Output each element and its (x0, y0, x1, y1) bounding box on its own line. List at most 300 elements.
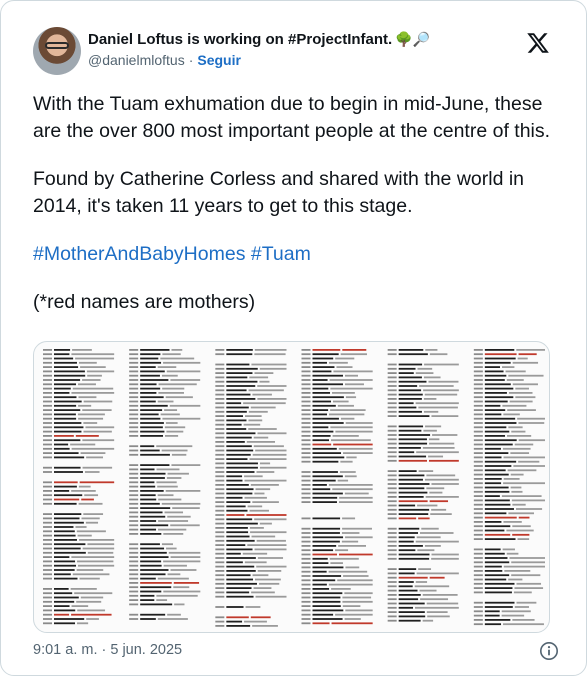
author-handle[interactable]: @danielmloftus (88, 52, 185, 68)
name-entry-line (388, 483, 459, 485)
name-entry-line (388, 353, 448, 355)
name-entry-line (474, 566, 545, 568)
name-entry-line (129, 586, 189, 588)
name-entry-line (474, 530, 534, 532)
name-entry-line (129, 512, 183, 514)
name-entry-line (388, 620, 433, 622)
name-entry-line (43, 362, 97, 364)
name-entry-line (43, 530, 106, 532)
name-entry-line (43, 552, 113, 554)
name-entry-line (215, 381, 269, 383)
name-entry-line (474, 353, 537, 355)
name-entry-line (43, 588, 97, 590)
follow-button[interactable]: Seguir (197, 52, 241, 68)
name-entry-line (474, 474, 524, 476)
name-entry-line (302, 444, 373, 446)
name-entry-line (474, 495, 542, 497)
name-entry-line (43, 561, 113, 563)
name-entry-line (43, 366, 106, 368)
name-entry-line (388, 492, 443, 494)
name-entry-line (302, 518, 356, 520)
name-entry-line (474, 379, 524, 381)
name-entry-line (129, 569, 196, 571)
name-entry-line (215, 488, 270, 490)
name-entry-line (129, 552, 200, 554)
name-entry-line (215, 587, 271, 589)
name-entry-line (302, 545, 366, 547)
name-entry-line (388, 607, 459, 609)
name-entry-line (302, 601, 373, 603)
name-entry-line (215, 445, 284, 447)
name-entry-line (43, 601, 101, 603)
name-entry-line (302, 457, 357, 459)
name-entry-line (215, 415, 261, 417)
name-entry-line (215, 394, 272, 396)
name-entry-line (302, 528, 372, 530)
name-entry-line (129, 582, 199, 584)
name-entry-line (129, 599, 167, 601)
name-entry-line (474, 538, 529, 540)
name-entry-line (129, 379, 200, 381)
name-entry-line (43, 375, 102, 377)
name-entry-line (474, 602, 537, 604)
name-entry-line (215, 364, 286, 366)
name-entry-line (474, 623, 544, 625)
name-entry-line (43, 353, 114, 355)
name-entry-line (302, 471, 356, 473)
name-entry-line (388, 505, 438, 507)
name-entry-line (129, 477, 181, 479)
name-entry-line (474, 491, 523, 493)
name-entry-line (388, 430, 437, 432)
name-entry-line (474, 375, 544, 377)
name-entry-line (43, 610, 105, 612)
name-entry-line (474, 362, 538, 364)
name-entry-line (215, 454, 286, 456)
name-entry-line (43, 513, 103, 515)
name-entry-line (43, 457, 103, 459)
name-entry-line (43, 535, 92, 537)
name-entry-line (474, 570, 530, 572)
name-entry-line (474, 534, 530, 536)
name-entry-line (302, 461, 353, 463)
name-entry-line (388, 381, 459, 383)
name-entry-line (474, 508, 542, 510)
name-entry-line (129, 529, 186, 531)
name-entry-line (388, 443, 455, 445)
name-entry-line (474, 383, 538, 385)
name-entry-line (43, 401, 112, 403)
hashtag-tuam[interactable]: #Tuam (250, 243, 311, 265)
names-list-image (34, 342, 550, 633)
name-entry-line (474, 504, 526, 506)
name-entry-line (43, 388, 113, 390)
name-entry-line (215, 570, 281, 572)
name-entry-line (388, 460, 459, 462)
name-entry-line (43, 418, 103, 420)
name-entry-line (474, 461, 539, 463)
name-entry-line (43, 597, 103, 599)
name-entry-line (43, 518, 100, 520)
name-entry-line (43, 522, 98, 524)
name-entry-line (43, 569, 103, 571)
name-entry-line (302, 532, 360, 534)
tweet-timestamp[interactable]: 9:01 a. m. · 5 jun. 2025 (33, 642, 183, 658)
name-entry-line (474, 574, 541, 576)
name-entry-line (474, 349, 545, 351)
name-entry-line (474, 422, 544, 424)
name-entry-line (129, 494, 173, 496)
name-entry-line (215, 518, 286, 520)
name-entry-line (215, 450, 286, 452)
author-display-name[interactable] (88, 31, 430, 48)
name-entry-line (43, 486, 91, 488)
name-entry-line (388, 528, 439, 530)
name-entry-line (474, 587, 543, 589)
name-entry-line (302, 435, 359, 437)
name-entry-line (129, 401, 173, 403)
name-entry-line (302, 579, 373, 581)
name-entry-line (215, 606, 260, 608)
name-entry-line (388, 518, 430, 520)
name-entry-line (129, 614, 181, 616)
name-entry-line (474, 615, 524, 617)
name-entry-line (129, 392, 184, 394)
name-entry-line (474, 409, 536, 411)
name-entry-line (388, 456, 443, 458)
x-logo-icon[interactable] (526, 31, 550, 55)
name-entry-line (302, 375, 358, 377)
name-entry-line (215, 514, 286, 516)
name-entry-line (129, 516, 190, 518)
name-entry-line (388, 598, 448, 600)
name-entry-line (474, 487, 522, 489)
avatar-glasses (45, 42, 69, 49)
name-entry-line (388, 513, 452, 515)
name-entry-line (388, 475, 455, 477)
name-entry-line (43, 392, 114, 394)
name-entry-line (43, 578, 100, 580)
name-entry-line (474, 465, 545, 467)
tweet-paragraph-1: With the Tuam exhumation due to begin in mid-June, these are the over 800 most important people at the centre of this. (33, 93, 551, 142)
name-entry-line (388, 479, 459, 481)
name-entry-line (474, 392, 533, 394)
name-entry-line (215, 544, 286, 546)
name-entry-line (215, 480, 286, 482)
name-entry-line (302, 554, 373, 556)
name-entry-line (388, 487, 445, 489)
name-entry-line (302, 488, 373, 490)
name-entry-line (129, 450, 187, 452)
name-entry-line (129, 396, 193, 398)
name-entry-line (302, 366, 353, 368)
name-entry-line (302, 614, 373, 616)
name-entry-line (474, 396, 536, 398)
name-entry-line (215, 475, 262, 477)
name-entry-line (302, 422, 373, 424)
name-entry-line (302, 618, 361, 620)
name-entry-line (215, 377, 268, 379)
name-entry-line (43, 409, 112, 411)
info-icon[interactable] (539, 641, 559, 661)
name-entry-line (302, 418, 355, 420)
name-entry-line (215, 398, 286, 400)
name-entry-line (215, 596, 286, 598)
name-entry-line (388, 415, 459, 417)
name-entry-line (129, 490, 200, 492)
name-entry-line (388, 536, 441, 538)
name-entry-line (302, 383, 364, 385)
name-entry-line (388, 554, 459, 556)
name-entry-line (129, 604, 184, 606)
name-entry-line (388, 611, 448, 613)
name-entry-line (302, 388, 373, 390)
name-entry-line (215, 579, 280, 581)
name-entry-line (129, 383, 197, 385)
name-entry-line (215, 402, 285, 404)
name-entry-line (474, 553, 519, 555)
name-entry-line (215, 561, 266, 563)
name-entry-line (474, 444, 533, 446)
name-entry-line (215, 437, 268, 439)
tweet-footer (33, 641, 566, 661)
name-entry-line (129, 414, 180, 416)
name-entry-line (129, 543, 173, 545)
name-entry-line (215, 372, 273, 374)
name-entry-line (474, 405, 527, 407)
name-entry-line (388, 364, 459, 366)
name-entry-line (215, 411, 267, 413)
name-entry-line (388, 585, 450, 587)
name-entry-line (474, 525, 531, 527)
name-entry-line (474, 435, 531, 437)
name-entry-line (388, 470, 433, 472)
name-entry-line (129, 486, 178, 488)
name-entry-line (43, 358, 114, 360)
name-entry-line (43, 605, 88, 607)
name-entry-line (43, 556, 114, 558)
name-entry-line (129, 405, 200, 407)
name-entry-line (388, 616, 450, 618)
name-entry-line (215, 621, 267, 623)
name-entry-line (129, 409, 177, 411)
name-entry-line (129, 454, 186, 456)
name-entry-line (302, 497, 373, 499)
name-entry-line (215, 592, 274, 594)
name-entry-line (388, 398, 437, 400)
name-entry-line (43, 371, 114, 373)
name-entry-line (215, 523, 272, 525)
name-entry-line (129, 469, 179, 471)
name-entry-line (43, 448, 114, 450)
name-entry-line (302, 571, 368, 573)
name-entry-line (215, 463, 270, 465)
name-entry-line (215, 471, 274, 473)
name-entry-line (388, 402, 459, 404)
name-entry-line (388, 568, 431, 570)
name-entry-line (43, 548, 114, 550)
name-entry-line (215, 566, 286, 568)
name-entry-line (474, 579, 523, 581)
name-entry-line (129, 524, 200, 526)
name-entry-line (388, 581, 427, 583)
name-entry-line (302, 501, 373, 503)
name-entry-line (302, 575, 369, 577)
name-entry-line (302, 379, 373, 381)
name-entry-line (474, 431, 526, 433)
name-entry-line (129, 426, 185, 428)
name-entry-line (388, 541, 459, 543)
name-entry-line (388, 603, 459, 605)
name-entry-line (388, 372, 434, 374)
name-entry-line (388, 545, 441, 547)
name-entry-line (388, 385, 454, 387)
name-entry-line (302, 401, 349, 403)
name-entry-line (215, 531, 286, 533)
name-entry-line (388, 549, 435, 551)
name-entry-line (474, 521, 522, 523)
author-names (88, 31, 430, 68)
name-entry-line (129, 375, 178, 377)
name-entry-line (129, 591, 200, 593)
name-entry-line (302, 493, 369, 495)
name-entry-line (474, 517, 530, 519)
name-entry-line (388, 368, 433, 370)
tweet-media-image[interactable] (33, 341, 550, 633)
name-entry-line (43, 481, 114, 483)
name-entry-line (129, 464, 200, 466)
name-entry-line (302, 484, 373, 486)
name-entry-line (215, 616, 270, 618)
name-entry-line (129, 565, 187, 567)
name-entry-line (129, 556, 200, 558)
name-entry-line (474, 469, 537, 471)
name-entry-line (302, 426, 373, 428)
name-entry-line (43, 614, 112, 616)
name-entry-line (302, 549, 349, 551)
name-entry-line (129, 561, 200, 563)
name-entry-line (43, 526, 87, 528)
name-entry-line (215, 353, 285, 355)
name-entry-line (129, 499, 181, 501)
name-entry-line (388, 451, 459, 453)
name-entry-line (302, 439, 371, 441)
name-entry-line (388, 426, 441, 428)
name-entry-line (215, 484, 279, 486)
name-entry-line (474, 358, 528, 360)
name-entry-line (388, 532, 454, 534)
name-entry-line (474, 401, 533, 403)
name-entry-line (474, 448, 531, 450)
name-entry-line (388, 394, 458, 396)
handle-separator: · (188, 52, 194, 68)
name-entry-line (215, 540, 286, 542)
name-entry-line (215, 420, 262, 422)
name-entry-line (388, 389, 459, 391)
name-entry-line (43, 622, 88, 624)
name-entry-line (43, 592, 112, 594)
name-entry-line (388, 438, 440, 440)
name-entry-line (302, 480, 349, 482)
name-entry-line (43, 494, 98, 496)
tweet-text (33, 91, 553, 337)
name-entry-line (474, 371, 526, 373)
name-entry-line (302, 414, 365, 416)
name-entry-line (474, 457, 545, 459)
author-emojis: 🌳🔎 (395, 31, 431, 47)
name-entry-line (388, 577, 445, 579)
name-entry-line (302, 353, 367, 355)
name-entry-line (474, 439, 545, 441)
name-entry-line (129, 573, 180, 575)
name-entry-line (388, 573, 459, 575)
name-entry-line (474, 583, 541, 585)
name-entry-line (43, 379, 101, 381)
name-entry-line (215, 467, 286, 469)
name-entry-line (43, 499, 94, 501)
name-entry-line (129, 533, 183, 535)
name-entry-line (388, 500, 448, 502)
name-entry-line (129, 595, 198, 597)
name-entry-line (43, 422, 97, 424)
name-entry-line (43, 471, 100, 473)
name-entry-line (474, 606, 529, 608)
name-entry-line (43, 414, 105, 416)
name-entry-line (129, 358, 194, 360)
author-display-name-text: Daniel Loftus is working on #ProjectInfant. (88, 31, 393, 48)
name-entry-line (302, 558, 359, 560)
name-entry-line (302, 605, 361, 607)
name-entry-line (215, 441, 275, 443)
name-entry-line (302, 362, 348, 364)
name-entry-line (43, 383, 96, 385)
name-entry-line (302, 592, 373, 594)
name-entry-line (302, 405, 354, 407)
name-entry-line (129, 349, 182, 351)
name-entry-line (129, 481, 177, 483)
name-entry-line (302, 475, 357, 477)
name-entry-line (302, 358, 355, 360)
name-entry-line (43, 490, 96, 492)
name-entry-line (474, 366, 515, 368)
name-entry-line (43, 426, 114, 428)
name-entry-line (215, 549, 286, 551)
name-entry-line (388, 377, 441, 379)
name-entry-line (302, 452, 373, 454)
name-entry-line (474, 418, 545, 420)
name-entry-line (302, 448, 373, 450)
name-entry-line (302, 584, 373, 586)
hashtag-mother-and-baby-homes[interactable]: #MotherAndBabyHomes (33, 243, 246, 265)
name-entry-line (43, 452, 105, 454)
name-entry-line (215, 536, 275, 538)
name-entry-line (129, 431, 183, 433)
name-entry-line (215, 574, 268, 576)
name-entry-line (129, 418, 200, 420)
avatar[interactable] (33, 27, 81, 75)
name-entry-line (388, 509, 446, 511)
name-entry-line (215, 349, 286, 351)
name-entry-line (129, 618, 188, 620)
tweet-paragraph-2: Found by Catherine Corless and shared with the world in 2014, it's taken 11 years to get to this stage. (33, 168, 525, 217)
name-entry-line (474, 388, 529, 390)
name-entry-line (215, 497, 267, 499)
name-entry-line (129, 503, 200, 505)
name-entry-line (474, 610, 531, 612)
name-entry-line (43, 431, 112, 433)
name-entry-line (474, 512, 534, 514)
name-entry-line (215, 493, 264, 495)
